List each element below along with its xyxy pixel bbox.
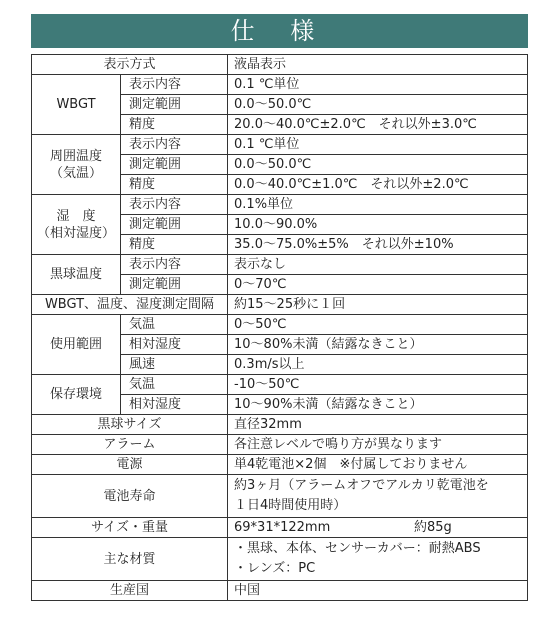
display-method-label: 表示方式 (32, 55, 228, 75)
humidity-accuracy-label: 精度 (121, 235, 228, 255)
humidity-display-value: 0.1%単位 (228, 195, 528, 215)
origin-value: 中国 (228, 581, 528, 601)
interval-value: 約15〜25秒に１回 (228, 295, 528, 315)
wbgt-display-label: 表示内容 (121, 75, 228, 95)
storage-env-label: 保存環境 (32, 375, 121, 415)
row-humidity-display (32, 195, 528, 215)
power-value: 単4乾電池×2個 ※付属しておりません (228, 455, 528, 475)
size-weight-label: サイズ・重量 (32, 518, 228, 538)
globe-range-label: 測定範囲 (121, 275, 228, 295)
ambient-display-label: 表示内容 (121, 135, 228, 155)
usage-wind-label: 風速 (121, 355, 228, 375)
row-display-method (32, 55, 528, 75)
ambient-range-value: 0.0〜50.0℃ (228, 155, 528, 175)
battery-life-line2: １日4時間使用時） (234, 498, 347, 513)
usage-wind-value: 0.3m/s以上 (228, 355, 528, 375)
size-weight-value (228, 518, 528, 538)
power-label: 電源 (32, 455, 228, 475)
wbgt-label: WBGT (32, 75, 121, 135)
humidity-label-line2: （相対湿度） (36, 225, 115, 241)
row-wbgt-display (32, 75, 528, 95)
globe-display-value: 表示なし (228, 255, 528, 275)
row-interval (32, 295, 528, 315)
usage-rh-value: 10〜80%未満（結露なきこと） (228, 335, 528, 355)
battery-life-value (228, 475, 528, 518)
size-weight: 約85g (414, 520, 452, 535)
alarm-label: アラーム (32, 435, 228, 455)
storage-air-label: 気温 (121, 375, 228, 395)
globe-range-value: 0〜70℃ (228, 275, 528, 295)
origin-label: 生産国 (32, 581, 228, 601)
spec-table (31, 54, 528, 601)
usage-rh-label: 相対湿度 (121, 335, 228, 355)
ambient-range-label: 測定範囲 (121, 155, 228, 175)
usage-range-label: 使用範囲 (32, 315, 121, 375)
row-globe-size (32, 415, 528, 435)
ambient-temp-label (32, 135, 121, 195)
row-origin (32, 581, 528, 601)
spec-title-banner: 仕 様 (31, 14, 528, 48)
humidity-range-label: 測定範囲 (121, 215, 228, 235)
ambient-accuracy-label: 精度 (121, 175, 228, 195)
humidity-display-label: 表示内容 (121, 195, 228, 215)
material-line2: ・レンズ：PC (234, 561, 316, 576)
wbgt-range-label: 測定範囲 (121, 95, 228, 115)
battery-life-line1: 約3ヶ月（アラームオフでアルカリ乾電池を (234, 478, 489, 493)
display-method-value: 液晶表示 (228, 55, 528, 75)
ambient-display-value: 0.1 ℃単位 (228, 135, 528, 155)
material-line1: ・黒球、本体、センサーカバー：耐熱ABS (234, 541, 481, 556)
globe-size-label: 黒球サイズ (32, 415, 228, 435)
usage-air-value: 0〜50℃ (228, 315, 528, 335)
row-ambient-display (32, 135, 528, 155)
wbgt-accuracy-label: 精度 (121, 115, 228, 135)
ambient-label-line1: 周囲温度 (49, 148, 102, 164)
globe-display-label: 表示内容 (121, 255, 228, 275)
row-globe-display (32, 255, 528, 275)
row-usage-air (32, 315, 528, 335)
row-power (32, 455, 528, 475)
humidity-accuracy-value: 35.0〜75.0%±5% それ以外±10% (228, 235, 528, 255)
humidity-range-value: 10.0〜90.0% (228, 215, 528, 235)
ambient-label-line2: （気温） (49, 165, 102, 181)
storage-rh-value: 10〜90%未満（結露なきこと） (228, 395, 528, 415)
wbgt-range-value: 0.0〜50.0℃ (228, 95, 528, 115)
humidity-label-line1: 湿 度 (56, 208, 96, 224)
size-dims: 69*31*122mm (234, 520, 331, 535)
ambient-accuracy-value: 0.0〜40.0℃±1.0℃ それ以外±2.0℃ (228, 175, 528, 195)
storage-air-value: -10〜50℃ (228, 375, 528, 395)
row-material (32, 538, 528, 581)
wbgt-accuracy-value: 20.0〜40.0℃±2.0℃ それ以外±3.0℃ (228, 115, 528, 135)
usage-air-label: 気温 (121, 315, 228, 335)
row-alarm (32, 435, 528, 455)
material-value (228, 538, 528, 581)
row-storage-air (32, 375, 528, 395)
row-size-weight (32, 518, 528, 538)
wbgt-display-value: 0.1 ℃単位 (228, 75, 528, 95)
row-battery-life (32, 475, 528, 518)
storage-rh-label: 相対湿度 (121, 395, 228, 415)
interval-label: WBGT、温度、湿度測定間隔 (32, 295, 228, 315)
battery-life-label: 電池寿命 (32, 475, 228, 518)
globe-size-value: 直径32mm (228, 415, 528, 435)
globe-temp-label: 黒球温度 (32, 255, 121, 295)
material-label: 主な材質 (32, 538, 228, 581)
humidity-label (32, 195, 121, 255)
alarm-value: 各注意レベルで鳴り方が異なります (228, 435, 528, 455)
